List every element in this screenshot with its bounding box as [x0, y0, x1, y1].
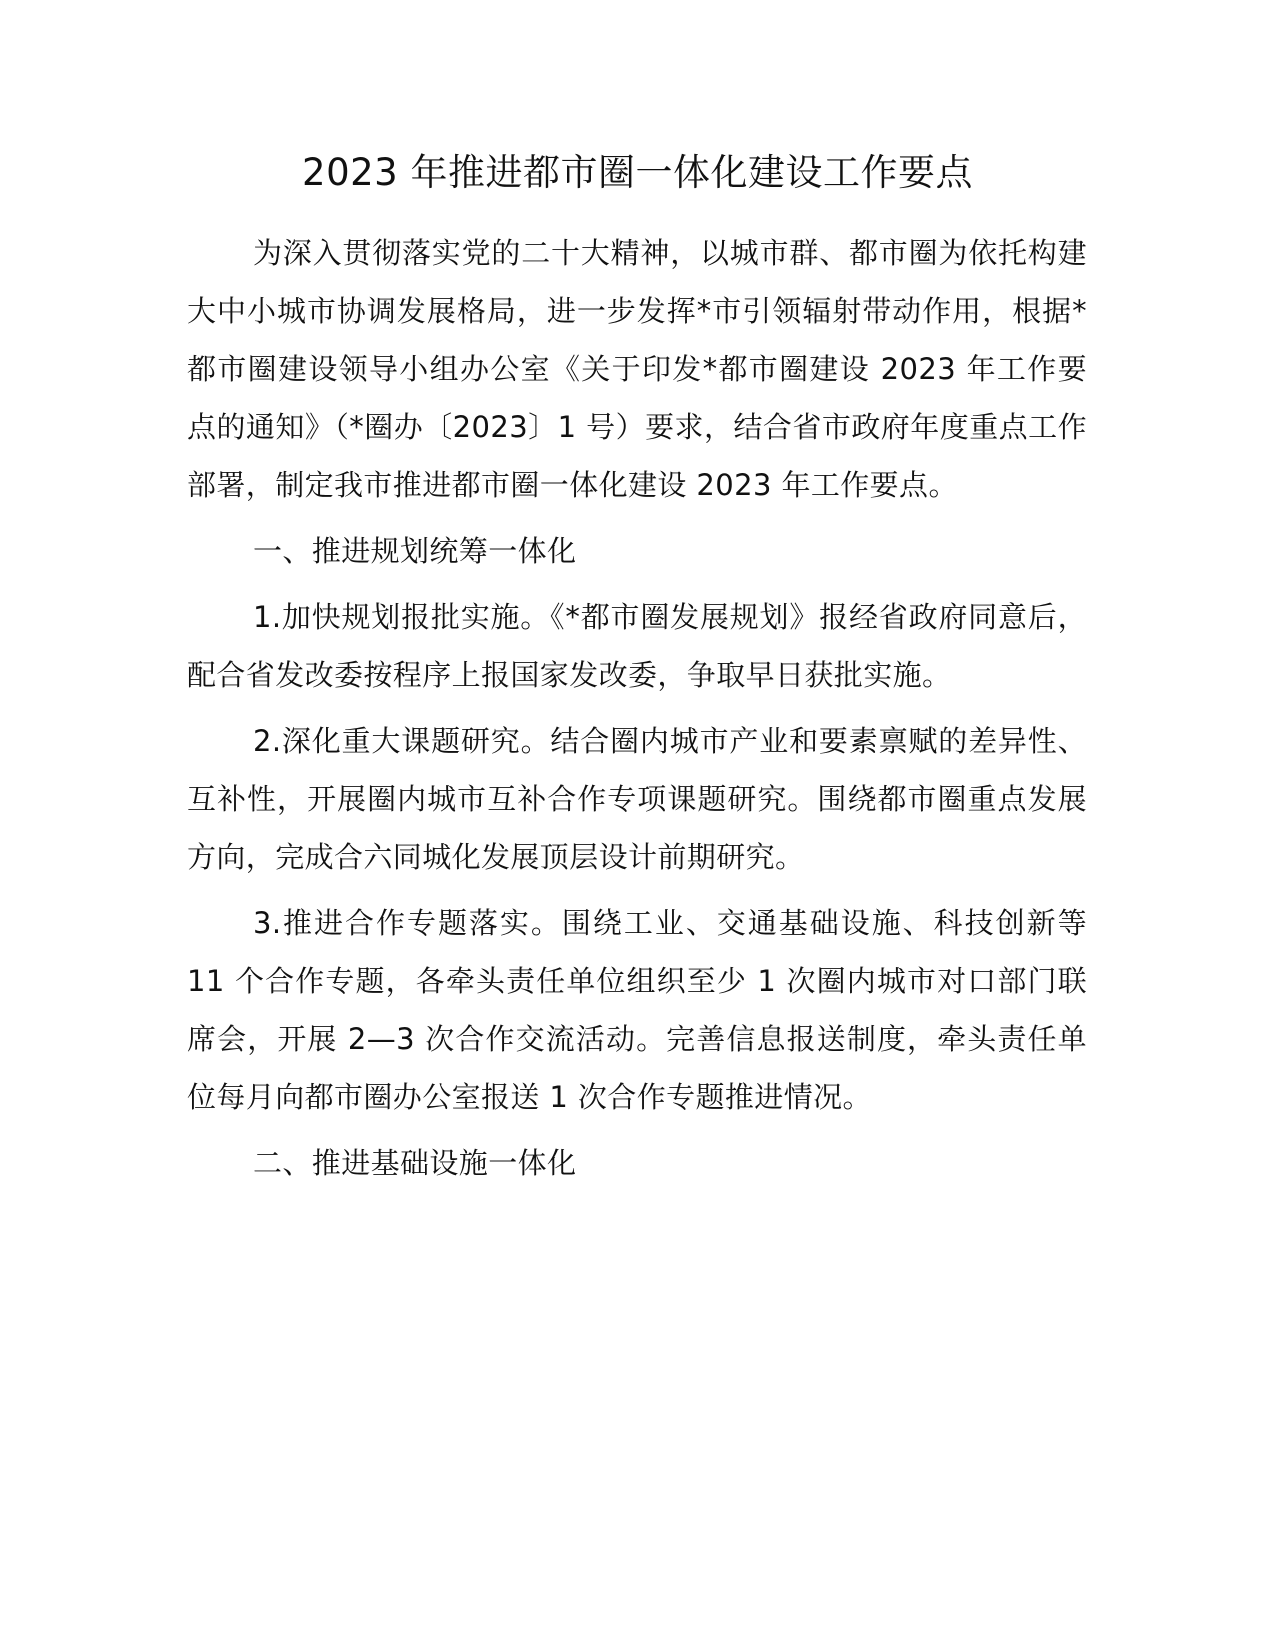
section-heading-infrastructure: 二、推进基础设施一体化 — [253, 1146, 577, 1180]
item-3-paragraph: 3.推进合作专题落实。围绕工业、交通基础设施、科技创新等 11 个合作专题，各牵头责任单位组织至少 1 次圈内城市对口部门联席会，开展 2—3 次合作交流活动。完善信息报送制度，牵头责任单位每月向都市圈办公室报送 1 次合作专题推进情况。 — [187, 906, 1087, 1114]
document-title: 2023 年推进都市圈一体化建设工作要点 — [302, 151, 973, 194]
section-heading-planning: 一、推进规划统筹一体化 — [253, 534, 577, 568]
item-2-paragraph: 2.深化重大课题研究。结合圈内城市产业和要素禀赋的差异性、互补性，开展圈内城市互补合作专项课题研究。围绕都市圈重点发展方向，完成合六同城化发展顶层设计前期研究。 — [187, 724, 1087, 874]
intro-paragraph: 为深入贯彻落实党的二十大精神，以城市群、都市圈为依托构建大中小城市协调发展格局，进一步发挥*市引领辐射带动作用，根据*都市圈建设领导小组办公室《关于印发*都市圈建设 2023 年工作要点的通知》（*圈办〔2023〕1 号）要求，结合省市政府年度重点工作部署，制定我市推进都市圈一体化建设 2023 年工作要点。 — [187, 236, 1087, 502]
document-body — [187, 224, 1087, 1192]
item-1-paragraph: 1.加快规划报批实施。《*都市圈发展规划》报经省政府同意后，配合省发改委按程序上报国家发改委，争取早日获批实施。 — [187, 600, 1087, 692]
